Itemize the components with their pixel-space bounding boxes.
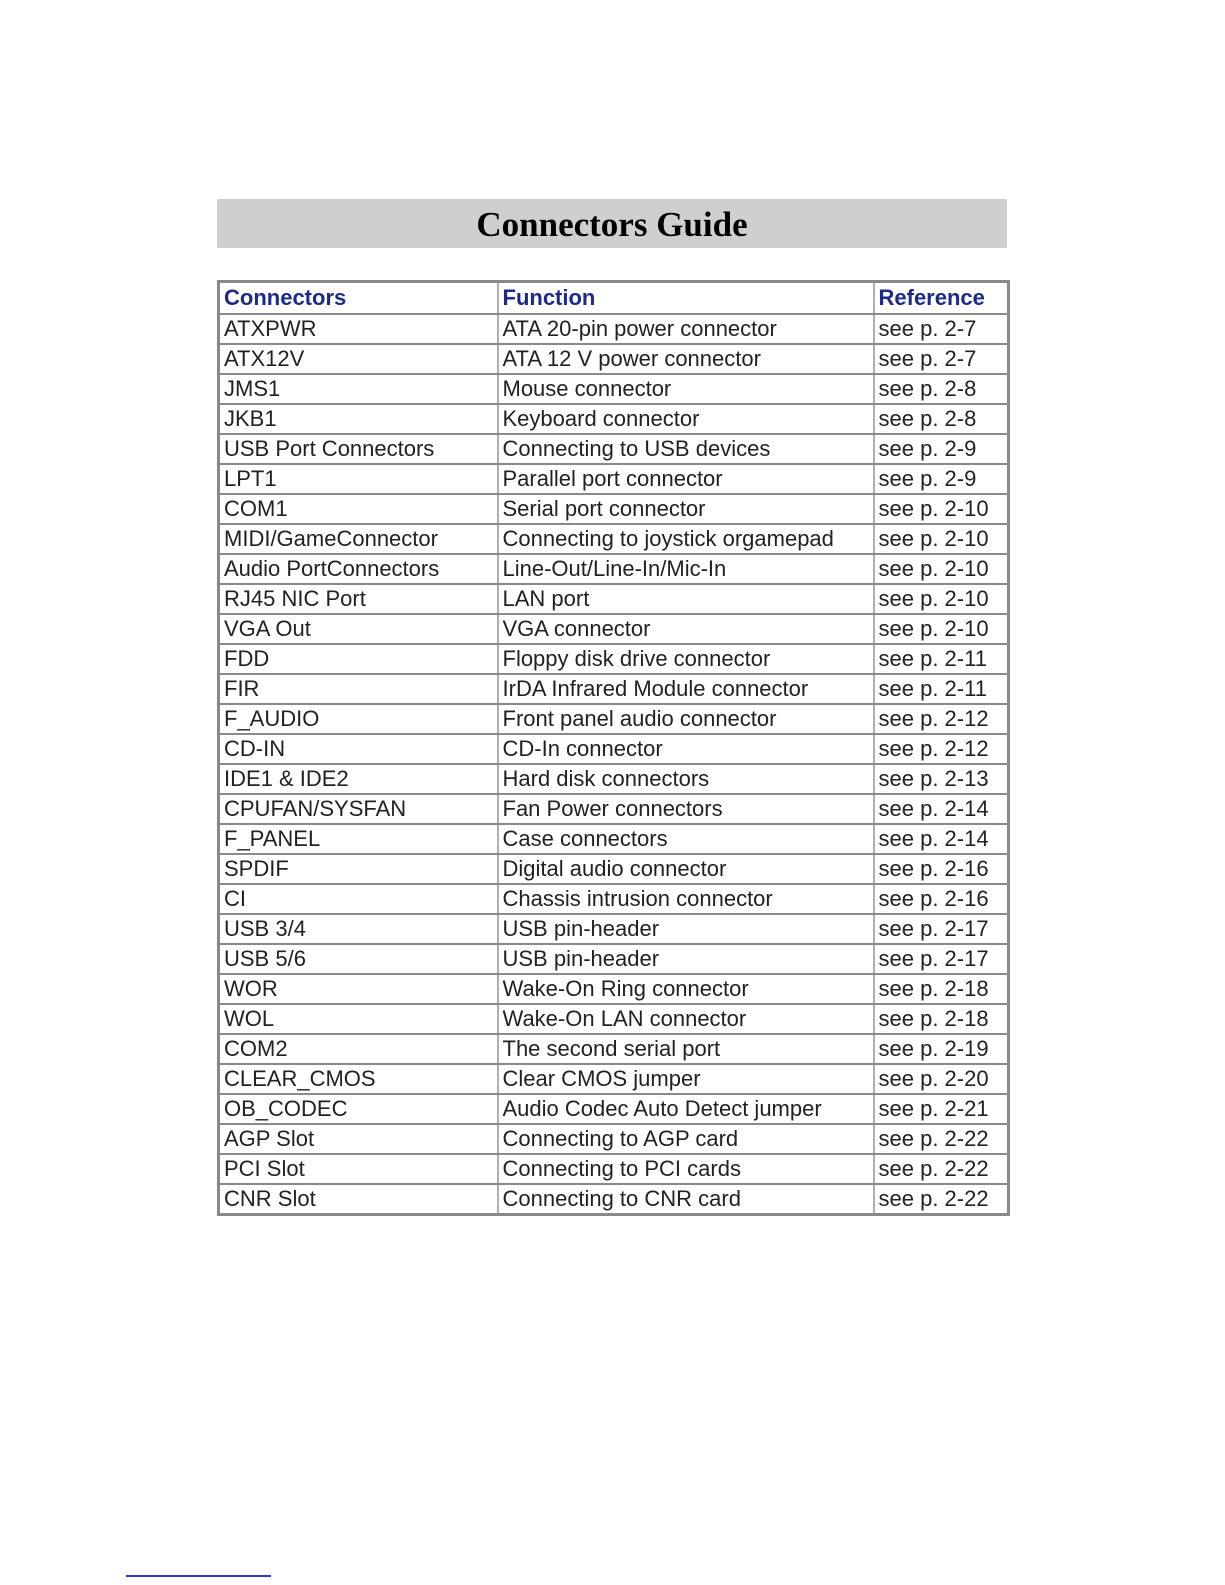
cell-reference: see p. 2-7 bbox=[874, 344, 1009, 374]
cell-function: CD-In connector bbox=[498, 734, 874, 764]
cell-connector: F_PANEL bbox=[219, 824, 498, 854]
cell-function: Fan Power connectors bbox=[498, 794, 874, 824]
cell-function: Mouse connector bbox=[498, 374, 874, 404]
cell-function: Serial port connector bbox=[498, 494, 874, 524]
table-row bbox=[219, 554, 1009, 584]
footer-rule bbox=[126, 1575, 271, 1577]
table-row bbox=[219, 1124, 1009, 1154]
table-row bbox=[219, 914, 1009, 944]
cell-function: Hard disk connectors bbox=[498, 764, 874, 794]
cell-function: Wake-On Ring connector bbox=[498, 974, 874, 1004]
cell-connector: USB 3/4 bbox=[219, 914, 498, 944]
cell-reference: see p. 2-22 bbox=[874, 1154, 1009, 1184]
cell-reference: see p. 2-22 bbox=[874, 1124, 1009, 1154]
cell-reference: see p. 2-9 bbox=[874, 434, 1009, 464]
cell-connector: MIDI/GameConnector bbox=[219, 524, 498, 554]
cell-function: Line-Out/Line-In/Mic-In bbox=[498, 554, 874, 584]
cell-connector: COM1 bbox=[219, 494, 498, 524]
cell-function: Clear CMOS jumper bbox=[498, 1064, 874, 1094]
cell-reference: see p. 2-10 bbox=[874, 554, 1009, 584]
cell-reference: see p. 2-10 bbox=[874, 614, 1009, 644]
cell-function: Connecting to CNR card bbox=[498, 1184, 874, 1215]
column-header-function: Function bbox=[498, 282, 874, 315]
cell-connector: RJ45 NIC Port bbox=[219, 584, 498, 614]
cell-reference: see p. 2-17 bbox=[874, 914, 1009, 944]
cell-function: Digital audio connector bbox=[498, 854, 874, 884]
cell-function: Floppy disk drive connector bbox=[498, 644, 874, 674]
table-row bbox=[219, 584, 1009, 614]
cell-reference: see p. 2-12 bbox=[874, 734, 1009, 764]
table-row bbox=[219, 434, 1009, 464]
table-row bbox=[219, 734, 1009, 764]
cell-reference: see p. 2-18 bbox=[874, 974, 1009, 1004]
cell-function: ATA 12 V power connector bbox=[498, 344, 874, 374]
cell-reference: see p. 2-13 bbox=[874, 764, 1009, 794]
cell-connector: F_AUDIO bbox=[219, 704, 498, 734]
cell-connector: JKB1 bbox=[219, 404, 498, 434]
cell-reference: see p. 2-10 bbox=[874, 584, 1009, 614]
cell-connector: CNR Slot bbox=[219, 1184, 498, 1215]
table-row bbox=[219, 1004, 1009, 1034]
cell-reference: see p. 2-10 bbox=[874, 494, 1009, 524]
table-row bbox=[219, 944, 1009, 974]
table-row bbox=[219, 824, 1009, 854]
cell-connector: AGP Slot bbox=[219, 1124, 498, 1154]
cell-connector: USB Port Connectors bbox=[219, 434, 498, 464]
cell-reference: see p. 2-16 bbox=[874, 854, 1009, 884]
page-title: Connectors Guide bbox=[217, 199, 1007, 248]
cell-function: USB pin-header bbox=[498, 944, 874, 974]
cell-reference: see p. 2-8 bbox=[874, 374, 1009, 404]
cell-connector: CLEAR_CMOS bbox=[219, 1064, 498, 1094]
table-row bbox=[219, 794, 1009, 824]
table-body bbox=[219, 314, 1009, 1215]
cell-reference: see p. 2-14 bbox=[874, 794, 1009, 824]
cell-function: USB pin-header bbox=[498, 914, 874, 944]
column-header-connectors: Connectors bbox=[219, 282, 498, 315]
cell-reference: see p. 2-7 bbox=[874, 314, 1009, 344]
cell-connector: COM2 bbox=[219, 1034, 498, 1064]
cell-function: Parallel port connector bbox=[498, 464, 874, 494]
table-row bbox=[219, 1094, 1009, 1124]
cell-function: Connecting to AGP card bbox=[498, 1124, 874, 1154]
table-row bbox=[219, 344, 1009, 374]
table-row bbox=[219, 884, 1009, 914]
cell-function: Front panel audio connector bbox=[498, 704, 874, 734]
cell-connector: OB_CODEC bbox=[219, 1094, 498, 1124]
cell-function: Wake-On LAN connector bbox=[498, 1004, 874, 1034]
cell-function: The second serial port bbox=[498, 1034, 874, 1064]
table-row bbox=[219, 614, 1009, 644]
cell-connector: PCI Slot bbox=[219, 1154, 498, 1184]
cell-connector: LPT1 bbox=[219, 464, 498, 494]
cell-connector: ATX12V bbox=[219, 344, 498, 374]
cell-connector: USB 5/6 bbox=[219, 944, 498, 974]
table-row bbox=[219, 1034, 1009, 1064]
cell-connector: FDD bbox=[219, 644, 498, 674]
cell-function: Chassis intrusion connector bbox=[498, 884, 874, 914]
cell-connector: JMS1 bbox=[219, 374, 498, 404]
cell-connector: Audio PortConnectors bbox=[219, 554, 498, 584]
table-row bbox=[219, 1154, 1009, 1184]
cell-function: Keyboard connector bbox=[498, 404, 874, 434]
table-row bbox=[219, 704, 1009, 734]
cell-connector: VGA Out bbox=[219, 614, 498, 644]
cell-connector: ATXPWR bbox=[219, 314, 498, 344]
table-header-row bbox=[219, 282, 1009, 315]
cell-connector: WOL bbox=[219, 1004, 498, 1034]
table-row bbox=[219, 974, 1009, 1004]
table-row bbox=[219, 1064, 1009, 1094]
column-header-reference: Reference bbox=[874, 282, 1009, 315]
cell-reference: see p. 2-17 bbox=[874, 944, 1009, 974]
table-row bbox=[219, 644, 1009, 674]
table-row bbox=[219, 854, 1009, 884]
cell-reference: see p. 2-12 bbox=[874, 704, 1009, 734]
cell-reference: see p. 2-22 bbox=[874, 1184, 1009, 1215]
cell-reference: see p. 2-10 bbox=[874, 524, 1009, 554]
cell-reference: see p. 2-11 bbox=[874, 674, 1009, 704]
cell-connector: SPDIF bbox=[219, 854, 498, 884]
table-row bbox=[219, 524, 1009, 554]
cell-reference: see p. 2-14 bbox=[874, 824, 1009, 854]
cell-reference: see p. 2-16 bbox=[874, 884, 1009, 914]
cell-function: Case connectors bbox=[498, 824, 874, 854]
connectors-table bbox=[217, 280, 1010, 1216]
cell-function: VGA connector bbox=[498, 614, 874, 644]
cell-function: ATA 20-pin power connector bbox=[498, 314, 874, 344]
cell-connector: FIR bbox=[219, 674, 498, 704]
cell-function: Connecting to joystick orgamepad bbox=[498, 524, 874, 554]
cell-connector: CI bbox=[219, 884, 498, 914]
cell-reference: see p. 2-20 bbox=[874, 1064, 1009, 1094]
cell-connector: IDE1 & IDE2 bbox=[219, 764, 498, 794]
cell-function: Connecting to USB devices bbox=[498, 434, 874, 464]
cell-reference: see p. 2-19 bbox=[874, 1034, 1009, 1064]
cell-function: LAN port bbox=[498, 584, 874, 614]
table-row bbox=[219, 1184, 1009, 1215]
cell-function: Audio Codec Auto Detect jumper bbox=[498, 1094, 874, 1124]
cell-reference: see p. 2-11 bbox=[874, 644, 1009, 674]
table-row bbox=[219, 494, 1009, 524]
cell-reference: see p. 2-21 bbox=[874, 1094, 1009, 1124]
table-row bbox=[219, 464, 1009, 494]
table-row bbox=[219, 314, 1009, 344]
cell-function: IrDA Infrared Module connector bbox=[498, 674, 874, 704]
table-row bbox=[219, 404, 1009, 434]
cell-reference: see p. 2-9 bbox=[874, 464, 1009, 494]
cell-connector: WOR bbox=[219, 974, 498, 1004]
cell-reference: see p. 2-8 bbox=[874, 404, 1009, 434]
table-row bbox=[219, 374, 1009, 404]
cell-connector: CPUFAN/SYSFAN bbox=[219, 794, 498, 824]
cell-connector: CD-IN bbox=[219, 734, 498, 764]
cell-reference: see p. 2-18 bbox=[874, 1004, 1009, 1034]
table-row bbox=[219, 764, 1009, 794]
table-row bbox=[219, 674, 1009, 704]
cell-function: Connecting to PCI cards bbox=[498, 1154, 874, 1184]
